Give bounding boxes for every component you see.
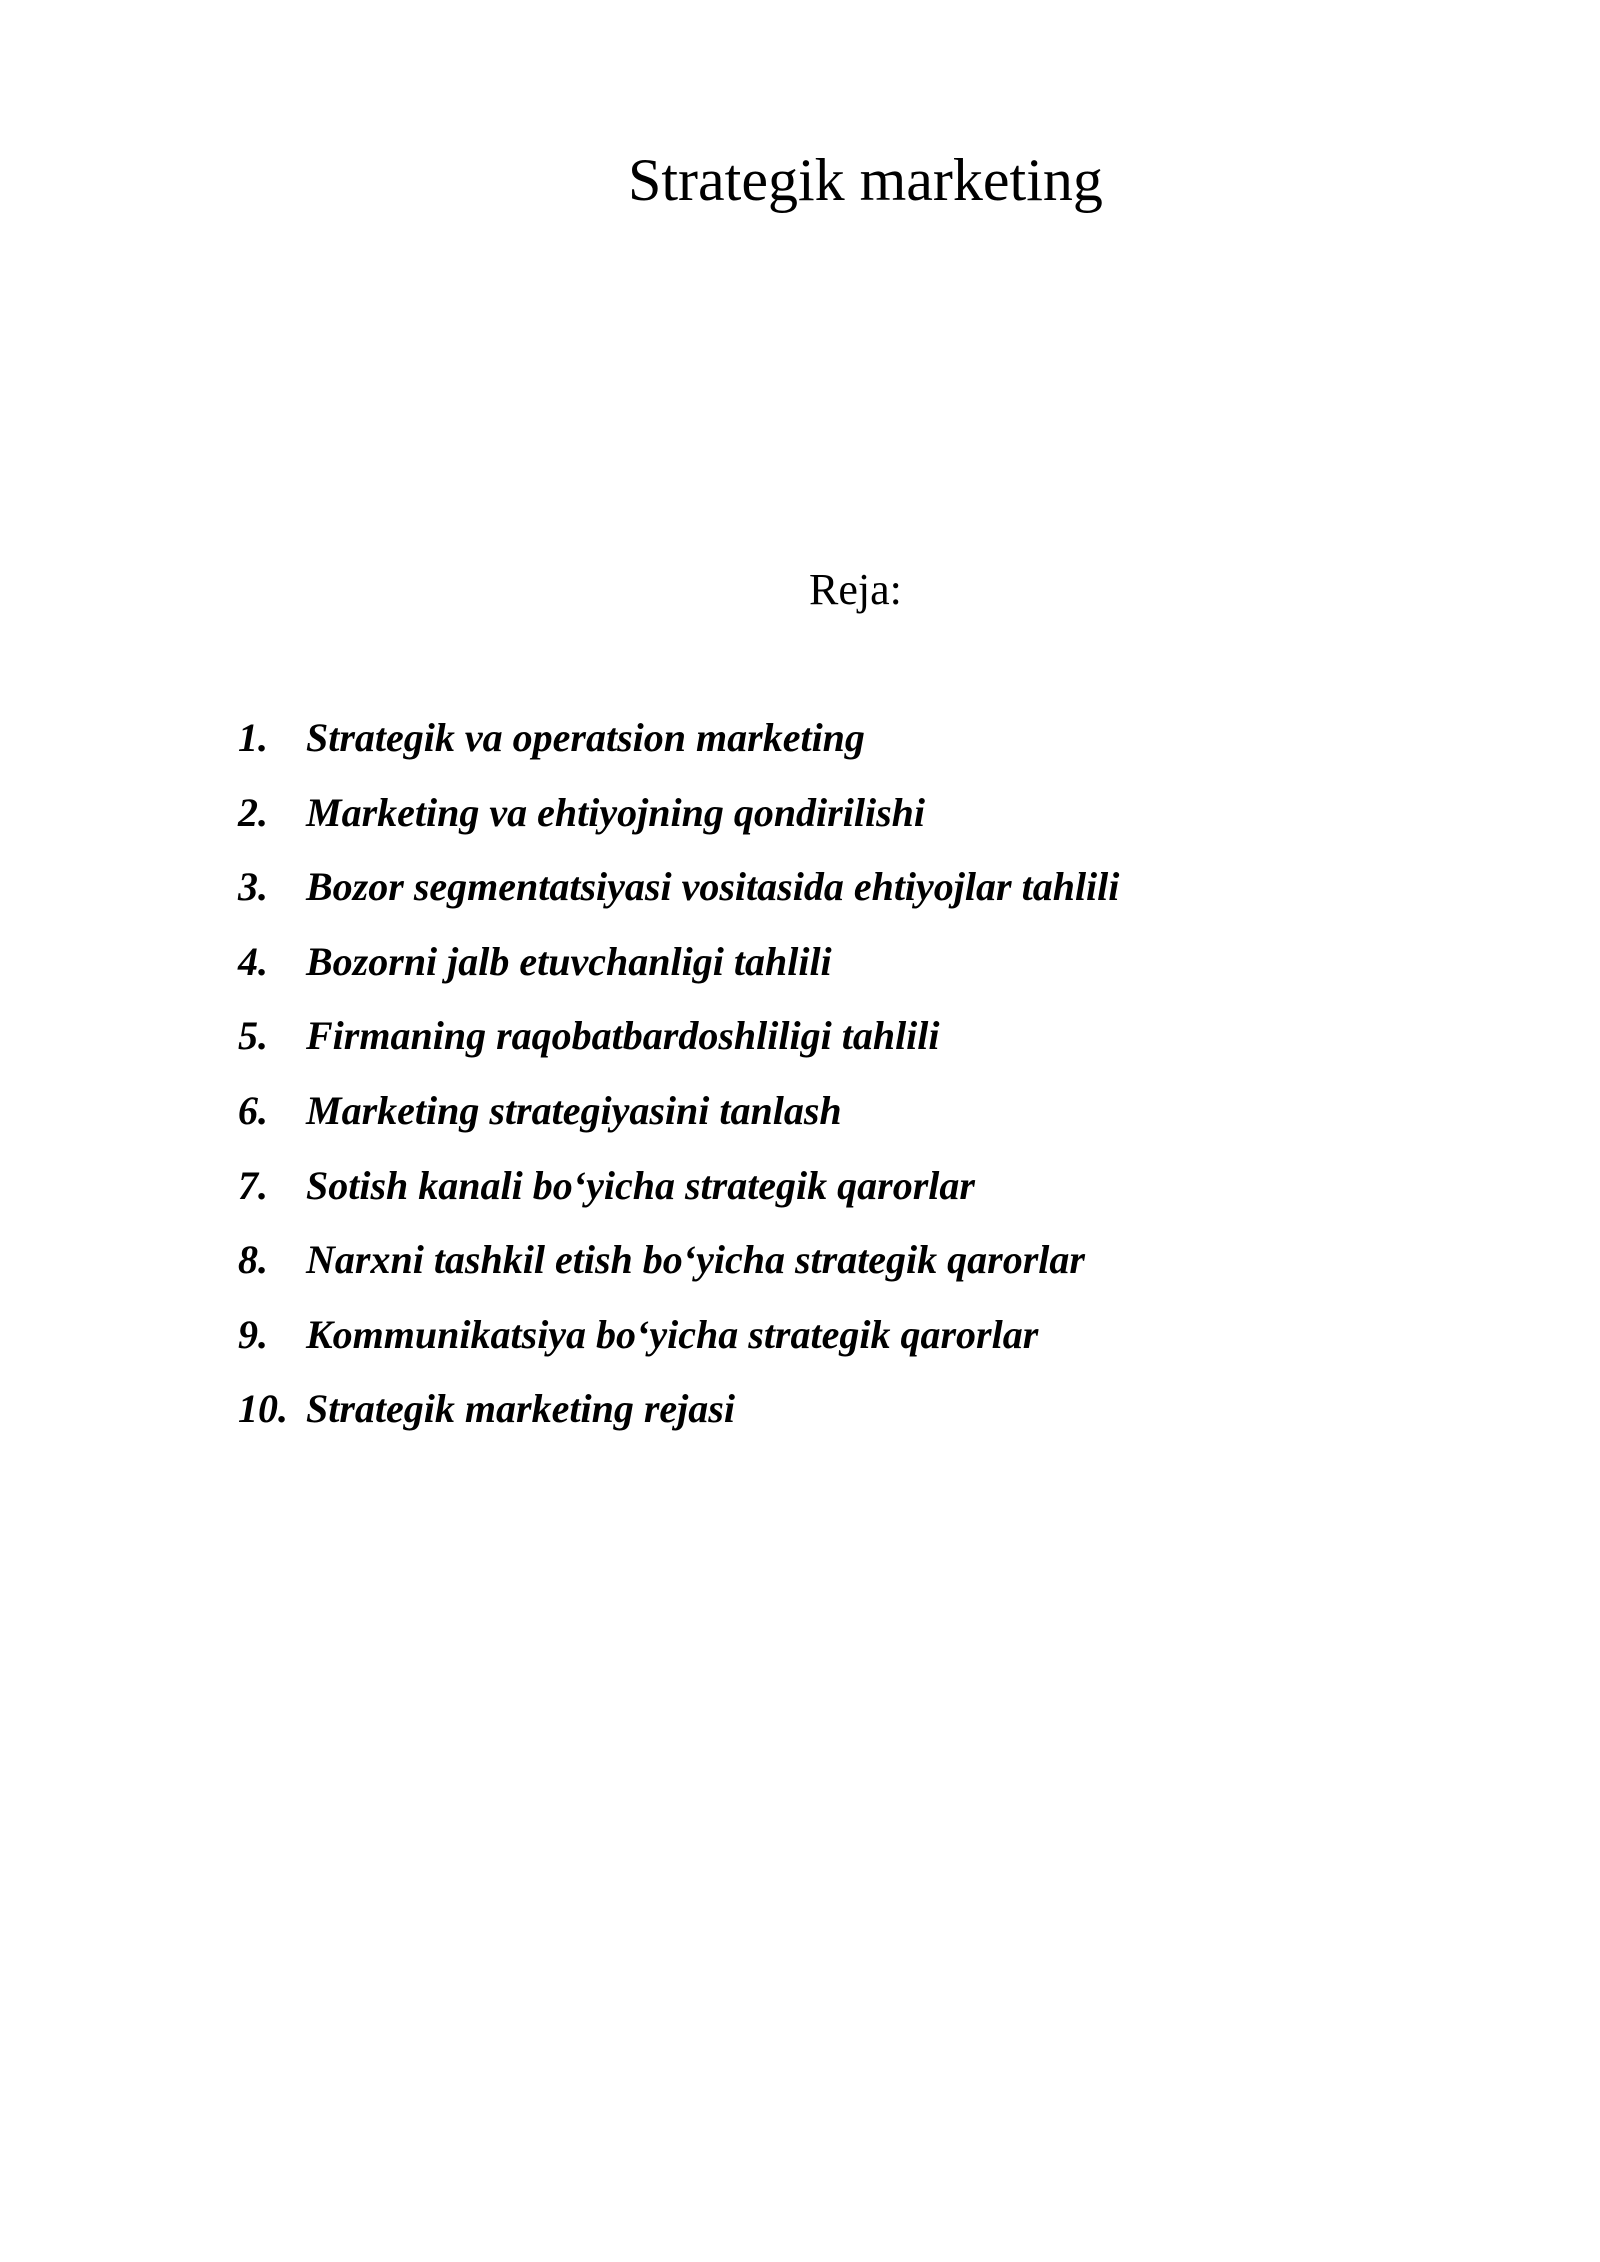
plan-item xyxy=(238,1164,1119,1239)
plan-item-number: 4. xyxy=(238,938,268,984)
plan-item xyxy=(238,716,1119,791)
plan-item-text: Strategik marketing rejasi xyxy=(306,1386,735,1432)
plan-item-text: Bozorni jalb etuvchanligi tahlili xyxy=(306,938,832,984)
plan-item-number: 10. xyxy=(238,1386,288,1432)
plan-item-text: Firmaning raqobatbardoshliligi tahlili xyxy=(306,1013,940,1059)
plan-item-text: Marketing strategiyasini tanlash xyxy=(306,1087,842,1133)
plan-item xyxy=(238,1014,1119,1089)
plan-item-text: Marketing va ehtiyojning qondirilishi xyxy=(306,789,926,835)
plan-heading: Reja: xyxy=(809,565,902,614)
plan-item-number: 1. xyxy=(238,715,268,760)
document-title: Strategik marketing xyxy=(628,147,1103,213)
plan-item-number: 6. xyxy=(238,1087,268,1133)
plan-item-number: 2. xyxy=(238,789,268,835)
plan-item-number: 9. xyxy=(238,1311,268,1357)
plan-item-text: Sotish kanali bo‘yicha strategik qarorlar xyxy=(306,1162,975,1208)
plan-item-number: 3. xyxy=(238,864,268,910)
plan-item-text: Bozor segmentatsiyasi vositasida ehtiyojlar tahlili xyxy=(306,864,1120,910)
plan-item xyxy=(238,791,1119,866)
plan-item xyxy=(238,1313,1119,1388)
plan-item xyxy=(238,1089,1119,1164)
plan-item-number: 7. xyxy=(238,1162,268,1208)
plan-item-text: Strategik va operatsion marketing xyxy=(306,715,865,760)
plan-list xyxy=(238,716,1119,1462)
plan-item xyxy=(238,1387,1119,1462)
plan-item xyxy=(238,865,1119,940)
plan-item-number: 5. xyxy=(238,1013,268,1059)
plan-item xyxy=(238,1238,1119,1313)
plan-item-number: 8. xyxy=(238,1237,268,1283)
plan-item-text: Kommunikatsiya bo‘yicha strategik qarorlar xyxy=(306,1311,1039,1357)
plan-item-text: Narxni tashkil etish bo‘yicha strategik qarorlar xyxy=(306,1237,1085,1283)
plan-item xyxy=(238,940,1119,1015)
